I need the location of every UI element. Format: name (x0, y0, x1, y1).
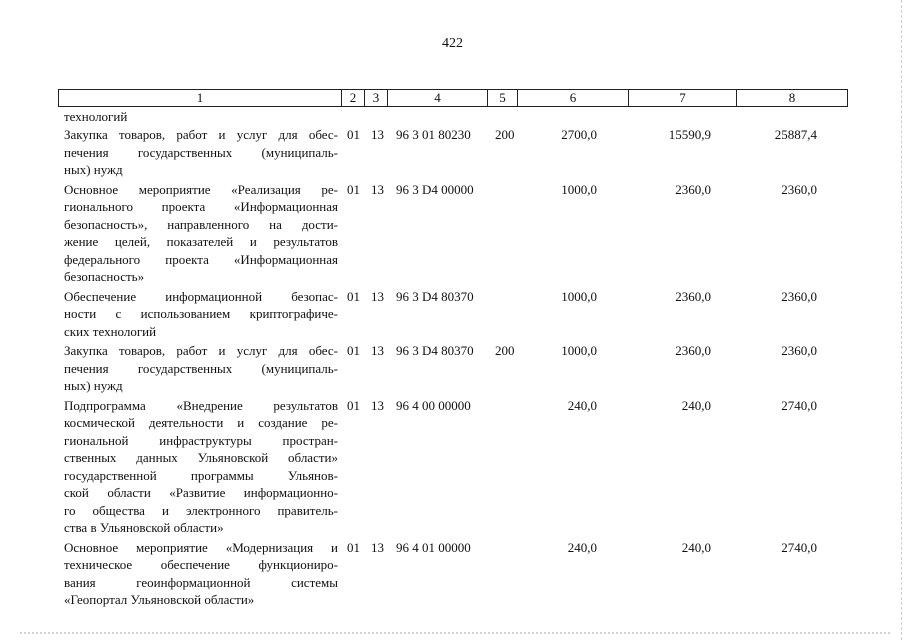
row-description: технологий (64, 109, 128, 124)
row-description-line: безопасность», направленного на дости- (64, 216, 338, 232)
row-description-line: жение целей, показателей и результатов (64, 234, 338, 249)
cell-col-6: 1000,0 (561, 343, 597, 358)
cell-col-6: 1000,0 (561, 181, 597, 197)
column-header-row (59, 90, 848, 107)
cell-col-2: 01 (347, 288, 360, 304)
row-description-line: Подпрограмма «Внедрение результатов (64, 397, 338, 413)
cell-col-7: 2360,0 (675, 288, 711, 304)
cell-col-6: 1000,0 (561, 288, 597, 304)
cell-col-5: 200 (495, 343, 515, 358)
cell-col-3: 13 (371, 539, 384, 555)
column-header-2: 2 (342, 90, 365, 107)
cell-col-5: 200 (495, 127, 515, 142)
page-number: 422 (442, 36, 463, 51)
row-description-line: ных) нужд (64, 162, 123, 177)
cell-col-8: 2360,0 (781, 343, 817, 358)
cell-col-3: 13 (371, 181, 384, 197)
row-description-line: печения государственных (муниципаль- (64, 144, 338, 160)
cell-col-4: 96 3 01 80230 (396, 127, 471, 142)
cell-col-3: 13 (371, 397, 384, 413)
cell-col-4: 96 3 D4 00000 (396, 181, 474, 197)
cell-col-6: 2700,0 (561, 127, 597, 142)
row-description-line: ных) нужд (64, 378, 123, 393)
cell-col-4: 96 4 01 00000 (396, 539, 471, 555)
row-description-line: техническое обеспечение функциониро- (64, 557, 338, 572)
cell-col-7: 15590,9 (668, 127, 711, 142)
column-header-1: 1 (59, 90, 342, 107)
row-description-line: безопасность» (64, 269, 145, 284)
row-description-line: Закупка товаров, работ и услуг для обес- (64, 127, 338, 142)
cell-col-3: 13 (371, 127, 384, 142)
row-description-line: ской области «Развитие информационно- (64, 485, 338, 500)
row-description-line: вания геоинформационной системы (64, 574, 338, 590)
cell-col-2: 01 (347, 127, 360, 142)
cell-col-3: 13 (371, 288, 384, 304)
cell-col-6: 240,0 (567, 397, 597, 413)
row-description-line: гионального проекта «Информационная (64, 199, 338, 214)
row-description-line: Основное мероприятие «Модернизация и (64, 539, 338, 555)
cell-col-2: 01 (347, 397, 360, 413)
cell-col-2: 01 (347, 181, 360, 197)
row-description-line: го общества и электронного правитель- (64, 502, 338, 518)
cell-col-7: 2360,0 (675, 181, 711, 197)
row-description-line: ства в Ульяновской области» (64, 520, 224, 535)
row-description-line: гиональной инфраструктуры простран- (64, 432, 338, 448)
cell-col-8: 2360,0 (781, 181, 817, 197)
cell-col-4: 96 3 D4 80370 (396, 343, 474, 358)
row-description (64, 397, 338, 537)
column-header-7: 7 (629, 90, 737, 107)
row-description (64, 288, 338, 341)
cell-col-8: 2740,0 (781, 539, 817, 555)
row-description-line: Основное мероприятие «Реализация ре- (64, 181, 338, 197)
cell-col-4: 96 4 00 00000 (396, 397, 471, 413)
row-description-line: печения государственных (муниципаль- (64, 360, 338, 376)
column-header-4: 4 (388, 90, 488, 107)
cell-col-8: 25887,4 (774, 127, 817, 142)
row-description (64, 126, 338, 179)
table-body (0, 109, 905, 607)
column-header-3: 3 (365, 90, 388, 107)
row-description-line: федерального проекта «Информационная (64, 251, 338, 267)
cell-col-2: 01 (347, 343, 360, 358)
column-header-8: 8 (737, 90, 848, 107)
cell-col-8: 2740,0 (781, 397, 817, 413)
cell-col-3: 13 (371, 343, 384, 358)
cell-col-2: 01 (347, 539, 360, 555)
column-header-5: 5 (488, 90, 518, 107)
row-description (64, 539, 338, 609)
cell-col-6: 240,0 (567, 539, 597, 555)
cell-col-8: 2360,0 (781, 288, 817, 304)
page-edge-bottom (20, 631, 890, 634)
column-header-table (58, 89, 848, 107)
table-row-continuation (0, 110, 905, 127)
row-description-line: Закупка товаров, работ и услуг для обес- (64, 343, 338, 358)
row-description (64, 342, 338, 395)
column-header-6: 6 (518, 90, 629, 107)
cell-col-7: 2360,0 (675, 343, 711, 358)
cell-col-7: 240,0 (681, 397, 711, 413)
row-description-line: «Геопортал Ульяновской области» (64, 592, 255, 607)
row-description-line: ских технологий (64, 323, 157, 339)
cell-col-7: 240,0 (681, 539, 711, 555)
row-description-line: космической деятельности и создание ре- (64, 415, 338, 430)
row-description-line: ности с использованием криптографиче- (64, 306, 338, 321)
page-edge-right (900, 0, 902, 640)
cell-col-4: 96 3 D4 80370 (396, 288, 474, 304)
row-description (64, 181, 338, 286)
row-description-line: государственной программы Ульянов- (64, 467, 338, 483)
row-description-line: ственных данных Ульяновской области» (64, 450, 338, 465)
row-description-line: Обеспечение информационной безопас- (64, 288, 338, 304)
